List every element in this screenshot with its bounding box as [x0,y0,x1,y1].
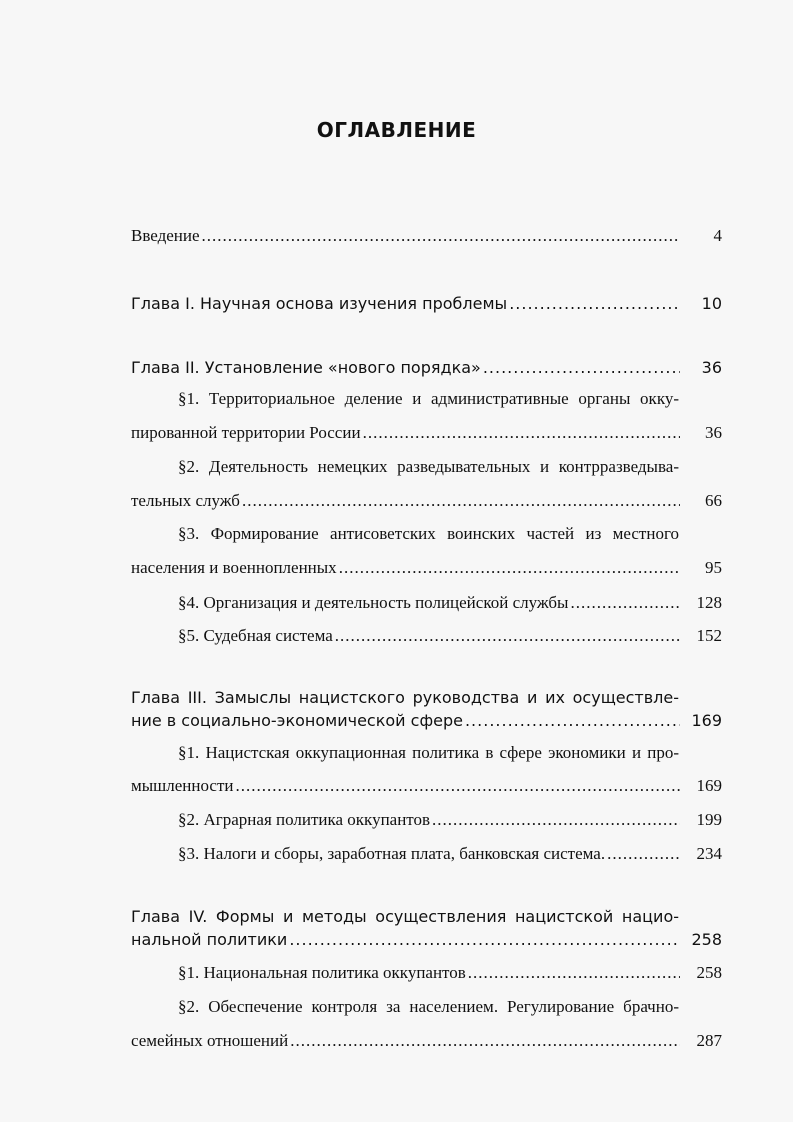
entry-text: §2. Аграрная политика оккупантов [178,810,431,829]
entry-text: ние в социально-экономической сфере [131,711,463,730]
entry-text: нальной политики [131,930,288,949]
leader-dots [290,1031,680,1051]
page-number: 36 [705,423,722,442]
toc-entry-3-3 [178,844,722,864]
toc-entry-4-2 [131,1031,722,1051]
toc-entry-2-3-line1: §3. Формирование антисоветских воинских частей из местного [178,524,679,543]
page-number: 258 [696,963,722,982]
leader-dots [363,423,680,443]
toc-entry-4-2-line1: §2. Обеспечение контроля за населением. Регулирование брачно- [178,997,679,1016]
leader-dots [607,844,680,864]
leader-dots [202,226,680,246]
toc-entry-2-1-line1: §1. Территориальное деление и административные органы окку- [178,389,679,408]
page-number: 4 [713,226,722,245]
leader-dots [509,294,680,314]
toc-entry-2-4 [178,593,722,613]
toc-entry-chapter-1 [131,294,722,314]
toc-entry-2-5 [178,626,722,646]
leader-dots [465,711,680,731]
toc-entry-chapter-2 [131,358,722,378]
leader-dots [339,558,680,578]
toc-entry-3-1-line1: §1. Нацистская оккупационная политика в сфере экономики и про- [178,743,679,762]
leader-dots [335,626,680,646]
page-number: 169 [696,776,722,795]
toc-entry-3-1 [131,776,722,796]
page-number: 152 [696,626,722,645]
page-number: 199 [696,810,722,829]
page-number: 169 [691,711,722,730]
leader-dots [242,491,680,511]
leader-dots [483,358,680,378]
toc-entry-2-2 [131,491,722,511]
leader-dots [570,593,680,613]
toc-entry-intro [131,226,722,246]
toc-entry-2-2-line1: §2. Деятельность немецких разведывательных и контрразведыва- [178,457,679,476]
toc-entry-chapter-3-line1: Глава III. Замыслы нацистского руководства и их осуществле- [131,688,679,707]
entry-text: Глава I. Научная основа изучения проблемы [131,294,508,313]
entry-text: §4. Организация и деятельность полицейской службы [178,593,569,612]
entry-text: тельных служб [131,491,240,510]
page-number: 128 [696,593,722,612]
page-number: 258 [691,930,722,949]
page-number: 234 [696,844,722,863]
page-title: ОГЛАВЛЕНИЕ [316,118,477,142]
toc-entry-3-2 [178,810,722,830]
leader-dots [289,930,680,950]
page-number: 36 [701,358,722,377]
toc-entry-4-1 [178,963,722,983]
entry-text: Введение [131,226,200,245]
toc-entry-chapter-3 [131,711,722,731]
leader-dots [468,963,680,983]
entry-text: семейных отношений [131,1031,289,1050]
toc-entry-2-3 [131,558,722,578]
entry-text: пированной территории России [131,423,361,442]
toc-entry-chapter-4-line1: Глава IV. Формы и методы осуществления нацистской нацио- [131,907,679,926]
entry-text: Глава II. Установление «нового порядка» [131,358,481,377]
page-number: 10 [701,294,722,313]
page-number: 287 [696,1031,722,1050]
leader-dots [236,776,681,796]
entry-text: §3. Налоги и сборы, заработная плата, банковская система. [178,844,606,863]
toc-entry-chapter-4 [131,930,722,950]
toc-entry-2-1 [131,423,722,443]
entry-text: §5. Судебная система [178,626,333,645]
page-number: 95 [705,558,722,577]
leader-dots [432,810,680,830]
entry-text: населения и военнопленных [131,558,337,577]
entry-text: §1. Национальная политика оккупантов [178,963,466,982]
entry-text: мышленности [131,776,234,795]
page-number: 66 [705,491,722,510]
